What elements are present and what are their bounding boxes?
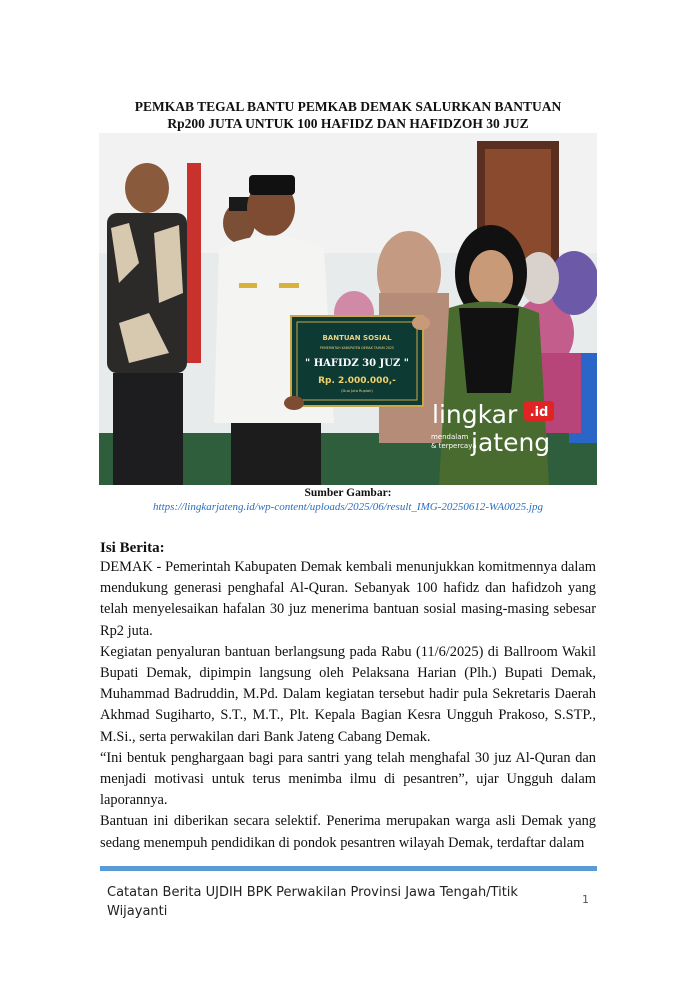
paragraph: “Ini bentuk penghargaan bagi para santri yang telah menghafal 30 juz Al-Quran dan menjadi motivasi untuk terus menimba ilmu di pesantren”, ujar Ungguh dalam laporannya. <box>100 749 596 809</box>
news-photo <box>99 133 597 485</box>
news-photo-illustration <box>99 133 597 485</box>
watermark-tagline-1: mendalam <box>431 433 469 441</box>
paragraph: DEMAK - Pemerintah Kabupaten Demak kembali menunjukkan komitmennya dalam mendukung generasi penghafal Al-Quran. Sebanyak 100 hafidz dan hafidzoh yang telah menyelesaikan hafalan 30 juz menerima bantuan sosial masing-masing sebesar Rp2 juta. <box>100 559 596 639</box>
watermark-tagline-2: & terpercaya <box>431 442 477 450</box>
section-heading: Isi Berita: <box>100 540 165 556</box>
footer-note: Catatan Berita UJDIH BPK Perwakilan Provinsi Jawa Tengah/Titik Wijayanti <box>107 885 518 919</box>
sign-subheader: PEMERINTAH KABUPATEN DEMAK TAHUN 2025 <box>320 346 394 350</box>
sign-amount-words: (Dua Juta Rupiah) <box>341 389 373 393</box>
article-title-line-2: Rp200 JUTA UNTUK 100 HAFIDZ DAN HAFIDZOH 30 JUZ <box>167 116 529 131</box>
lingkar-jateng-watermark <box>431 400 554 457</box>
article-body <box>100 557 596 854</box>
sign-title: " HAFIDZ 30 JUZ " <box>305 358 409 369</box>
watermark-domain: .id <box>529 405 549 420</box>
aid-sign <box>291 316 423 406</box>
article-title-line-1: PEMKAB TEGAL BANTU PEMKAB DEMAK SALURKAN BANTUAN <box>134 99 562 114</box>
paragraph: Kegiatan penyaluran bantuan berlangsung pada Rabu (11/6/2025) di Ballroom Wakil Bupati Demak, dipimpin langsung oleh Pelaksana Harian (Plh.) Bupati Demak, Muhammad Badruddin, M.Pd. Dalam kegiatan tersebut hadir pula Sekretaris Daerah Akhmad Sugiharto, S.T., M.T., Plt. Kepala Bagian Kesra Ungguh Prakoso, S.STP., M.Si., serta perwakilan dari Bank Jateng Cabang Demak. <box>100 643 596 745</box>
image-source-label: Sumber Gambar: <box>304 487 392 499</box>
sign-header: BANTUAN SOSIAL <box>322 334 392 342</box>
watermark-region: jateng <box>471 428 551 457</box>
footer-divider <box>100 866 597 871</box>
watermark-brand: lingkar <box>432 400 518 429</box>
sign-amount: Rp. 2.000.000,- <box>318 376 396 386</box>
article-title <box>100 98 596 132</box>
paragraph: Bantuan ini diberikan secara selektif. Penerima merupakan warga asli Demak yang sedang menempuh pendidikan di pondok pesantren wilayah Demak, terdaftar dalam <box>100 813 596 851</box>
image-source-link[interactable]: https://lingkarjateng.id/wp-content/uploads/2025/06/result_IMG-20250612-WA0025.jpg <box>153 501 543 513</box>
page-number: 1 <box>582 893 589 906</box>
